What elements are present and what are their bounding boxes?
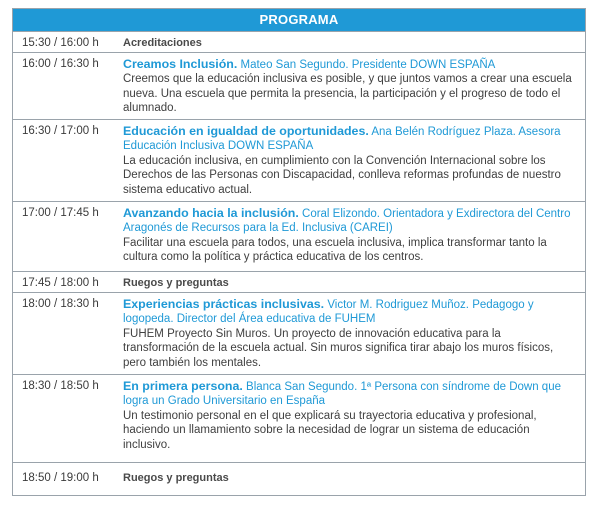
program-row	[13, 271, 585, 292]
program-table	[12, 8, 586, 496]
row-time: 16:30 / 17:00 h	[22, 125, 99, 137]
row-time: 18:00 / 18:30 h	[22, 298, 99, 310]
session-title: Creamos Inclusión.	[123, 57, 238, 71]
row-content	[119, 375, 585, 462]
session-title: Educación en igualdad de oportunidades.	[123, 124, 369, 138]
session-description: Facilitar una escuela para todos, una escuela inclusiva, implica transformar tanto la cultura como la política y práctica educativa de los centros.	[123, 236, 547, 264]
session-description: Un testimonio personal en el que explicará su trayectoria educativa y profesional, haciendo un llamamiento sobre la necesidad de lograr un sistema de educación inclusivo.	[123, 409, 537, 451]
session-title: Experiencias prácticas inclusivas.	[123, 297, 325, 311]
program-row	[13, 119, 585, 201]
program-row	[13, 374, 585, 462]
row-content	[119, 463, 585, 494]
row-content	[119, 53, 585, 119]
row-time: 15:30 / 16:00 h	[22, 37, 99, 49]
row-content	[119, 32, 585, 52]
row-label: Acreditaciones	[123, 37, 202, 49]
row-time: 17:00 / 17:45 h	[22, 207, 99, 219]
program-row	[13, 31, 585, 52]
session-description: FUHEM Proyecto Sin Muros. Un proyecto de innovación educativa para la transformación de la escuela actual. Sin muros significa tirar abajo los muros físicos, pero también los mentales.	[123, 327, 554, 369]
row-label: Ruegos y preguntas	[123, 277, 229, 289]
session-title: En primera persona.	[123, 379, 243, 393]
row-time: 18:30 / 18:50 h	[22, 380, 99, 392]
row-label: Ruegos y preguntas	[123, 472, 229, 484]
program-row	[13, 292, 585, 374]
program-row	[13, 462, 585, 494]
session-speaker: Ana Belén Rodríguez Plaza. Asesora Educación Inclusiva DOWN ESPAÑA	[123, 126, 561, 153]
row-content	[119, 293, 585, 374]
row-time: 18:50 / 19:00 h	[22, 472, 99, 484]
program-header: PROGRAMA	[13, 9, 585, 31]
row-content	[119, 202, 585, 271]
row-time: 16:00 / 16:30 h	[22, 58, 99, 70]
row-time: 17:45 / 18:00 h	[22, 277, 99, 289]
row-content	[119, 272, 585, 292]
session-speaker: Victor M. Rodriguez Muñoz. Pedagogo y logopeda. Director del Área educativa de FUHEM	[123, 299, 534, 326]
session-speaker: Mateo San Segundo. Presidente DOWN ESPAÑA	[237, 59, 496, 71]
session-title: Avanzando hacia la inclusión.	[123, 206, 299, 220]
program-row	[13, 201, 585, 271]
session-speaker: Blanca San Segundo. 1ª Persona con síndrome de Down que logra un Grado Universitario en España	[123, 381, 561, 408]
session-description: Creemos que la educación inclusiva es posible, y que juntos vamos a crear una escuela nueva. Una escuela que permita la presencia, la participación y el progreso de todo el alumnado.	[123, 73, 572, 115]
session-speaker: Coral Elizondo. Orientadora y Exdirectora del Centro Aragonés de Recursos para la Ed. Inclusiva (CAREI)	[123, 208, 571, 235]
row-content	[119, 120, 585, 201]
session-description: La educación inclusiva, en cumplimiento con la Convención Internacional sobre los Derechos de las Personas con Discapacidad, conlleva reformas profundas de nuestro sistema educativo actual.	[123, 154, 561, 196]
program-row	[13, 52, 585, 119]
